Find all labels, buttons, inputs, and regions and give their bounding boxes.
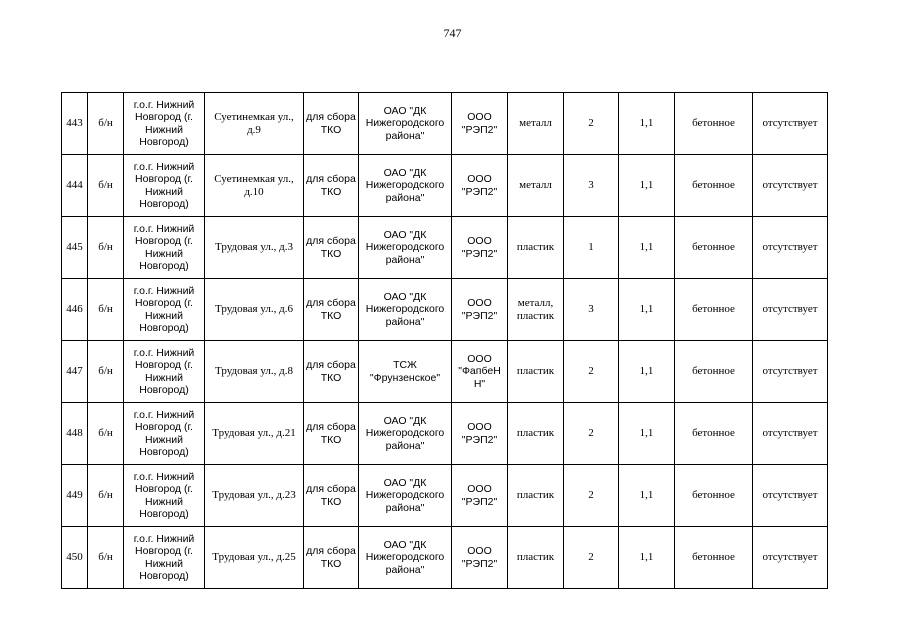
house-number-cell: б/н	[88, 279, 124, 341]
container-volume-cell: 1,1	[619, 527, 675, 589]
owner-cell: ОАО "ДК Нижегородского района"	[359, 155, 452, 217]
purpose-cell: для сбора ТКО	[304, 527, 359, 589]
fence-cell: отсутствует	[753, 217, 828, 279]
surface-type-cell: бетонное	[675, 279, 753, 341]
purpose-cell: для сбора ТКО	[304, 341, 359, 403]
container-count-cell: 2	[564, 341, 619, 403]
house-number-cell: б/н	[88, 93, 124, 155]
purpose-cell: для сбора ТКО	[304, 155, 359, 217]
purpose-cell: для сбора ТКО	[304, 465, 359, 527]
container-volume-cell: 1,1	[619, 465, 675, 527]
container-count-cell: 3	[564, 279, 619, 341]
material-cell: пластик	[508, 341, 564, 403]
table-row	[62, 527, 828, 589]
address-cell: Трудовая ул., д.23	[205, 465, 304, 527]
owner-cell: ОАО "ДК Нижегородского района"	[359, 465, 452, 527]
container-count-cell: 3	[564, 155, 619, 217]
address-cell: Трудовая ул., д.6	[205, 279, 304, 341]
table-row	[62, 465, 828, 527]
material-cell: пластик	[508, 465, 564, 527]
owner-cell: ОАО "ДК Нижегородского района"	[359, 93, 452, 155]
table-row	[62, 155, 828, 217]
operator-cell: ООО "РЭП2"	[452, 465, 508, 527]
purpose-cell: для сбора ТКО	[304, 93, 359, 155]
address-cell: Суетинемкая ул., д.10	[205, 155, 304, 217]
owner-cell: ОАО "ДК Нижегородского района"	[359, 527, 452, 589]
owner-cell: ТСЖ "Фрунзенское"	[359, 341, 452, 403]
table-row	[62, 403, 828, 465]
locality-cell: г.о.г. Нижний Новгород (г. Нижний Новгород)	[124, 93, 205, 155]
operator-cell: ООО "РЭП2"	[452, 93, 508, 155]
container-volume-cell: 1,1	[619, 217, 675, 279]
house-number-cell: б/н	[88, 403, 124, 465]
surface-type-cell: бетонное	[675, 465, 753, 527]
row-number-cell: 443	[62, 93, 88, 155]
row-number-cell: 449	[62, 465, 88, 527]
address-cell: Трудовая ул., д.3	[205, 217, 304, 279]
purpose-cell: для сбора ТКО	[304, 403, 359, 465]
purpose-cell: для сбора ТКО	[304, 279, 359, 341]
purpose-cell: для сбора ТКО	[304, 217, 359, 279]
container-volume-cell: 1,1	[619, 341, 675, 403]
house-number-cell: б/н	[88, 155, 124, 217]
container-count-cell: 1	[564, 217, 619, 279]
operator-cell: ООО "РЭП2"	[452, 279, 508, 341]
container-volume-cell: 1,1	[619, 279, 675, 341]
surface-type-cell: бетонное	[675, 341, 753, 403]
operator-cell: ООО "РЭП2"	[452, 527, 508, 589]
locality-cell: г.о.г. Нижний Новгород (г. Нижний Новгород)	[124, 403, 205, 465]
container-count-cell: 2	[564, 527, 619, 589]
container-volume-cell: 1,1	[619, 93, 675, 155]
operator-cell: ООО "ФапбеН Н"	[452, 341, 508, 403]
address-cell: Трудовая ул., д.21	[205, 403, 304, 465]
page-number: 747	[443, 26, 462, 40]
material-cell: пластик	[508, 217, 564, 279]
house-number-cell: б/н	[88, 465, 124, 527]
surface-type-cell: бетонное	[675, 93, 753, 155]
row-number-cell: 446	[62, 279, 88, 341]
house-number-cell: б/н	[88, 341, 124, 403]
house-number-cell: б/н	[88, 217, 124, 279]
registry-table	[61, 92, 828, 589]
row-number-cell: 447	[62, 341, 88, 403]
fence-cell: отсутствует	[753, 341, 828, 403]
house-number-cell: б/н	[88, 527, 124, 589]
fence-cell: отсутствует	[753, 465, 828, 527]
material-cell: металл, пластик	[508, 279, 564, 341]
fence-cell: отсутствует	[753, 403, 828, 465]
operator-cell: ООО "РЭП2"	[452, 217, 508, 279]
owner-cell: ОАО "ДК Нижегородского района"	[359, 217, 452, 279]
material-cell: металл	[508, 155, 564, 217]
locality-cell: г.о.г. Нижний Новгород (г. Нижний Новгород)	[124, 527, 205, 589]
surface-type-cell: бетонное	[675, 403, 753, 465]
locality-cell: г.о.г. Нижний Новгород (г. Нижний Новгород)	[124, 217, 205, 279]
row-number-cell: 450	[62, 527, 88, 589]
material-cell: металл	[508, 93, 564, 155]
locality-cell: г.о.г. Нижний Новгород (г. Нижний Новгород)	[124, 279, 205, 341]
fence-cell: отсутствует	[753, 93, 828, 155]
owner-cell: ОАО "ДК Нижегородского района"	[359, 403, 452, 465]
locality-cell: г.о.г. Нижний Новгород (г. Нижний Новгород)	[124, 465, 205, 527]
address-cell: Суетинемкая ул., д.9	[205, 93, 304, 155]
surface-type-cell: бетонное	[675, 527, 753, 589]
operator-cell: ООО "РЭП2"	[452, 155, 508, 217]
row-number-cell: 444	[62, 155, 88, 217]
material-cell: пластик	[508, 527, 564, 589]
row-number-cell: 445	[62, 217, 88, 279]
owner-cell: ОАО "ДК Нижегородского района"	[359, 279, 452, 341]
locality-cell: г.о.г. Нижний Новгород (г. Нижний Новгород)	[124, 341, 205, 403]
surface-type-cell: бетонное	[675, 155, 753, 217]
material-cell: пластик	[508, 403, 564, 465]
row-number-cell: 448	[62, 403, 88, 465]
operator-cell: ООО "РЭП2"	[452, 403, 508, 465]
fence-cell: отсутствует	[753, 279, 828, 341]
container-volume-cell: 1,1	[619, 403, 675, 465]
container-count-cell: 2	[564, 403, 619, 465]
fence-cell: отсутствует	[753, 155, 828, 217]
table-row	[62, 217, 828, 279]
table-row	[62, 341, 828, 403]
fence-cell: отсутствует	[753, 527, 828, 589]
container-volume-cell: 1,1	[619, 155, 675, 217]
surface-type-cell: бетонное	[675, 217, 753, 279]
table-row	[62, 93, 828, 155]
container-count-cell: 2	[564, 465, 619, 527]
address-cell: Трудовая ул., д.25	[205, 527, 304, 589]
locality-cell: г.о.г. Нижний Новгород (г. Нижний Новгород)	[124, 155, 205, 217]
table-row	[62, 279, 828, 341]
address-cell: Трудовая ул., д.8	[205, 341, 304, 403]
container-count-cell: 2	[564, 93, 619, 155]
